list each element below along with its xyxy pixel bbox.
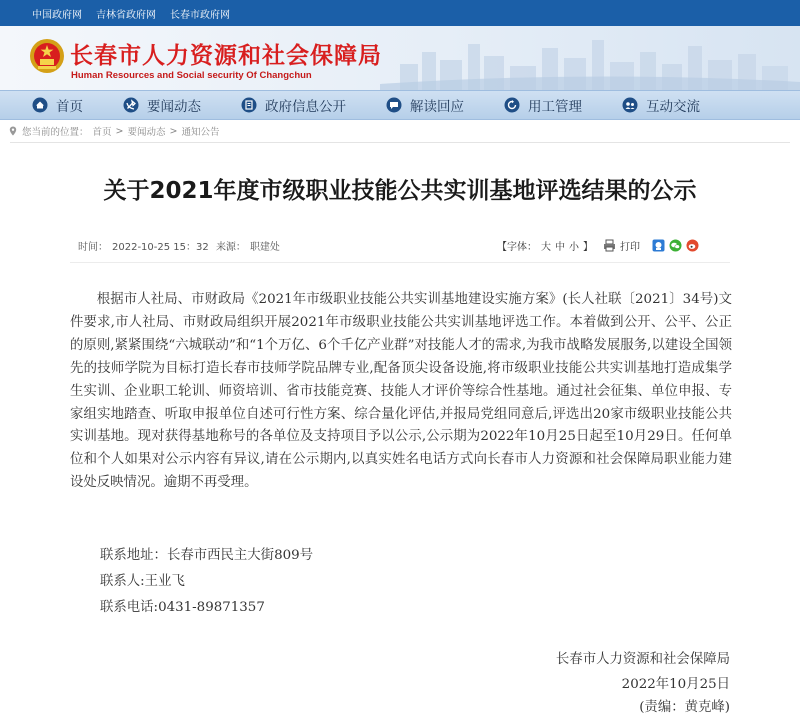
font-size-medium[interactable]: 中 [555,242,565,253]
article-source: 职建处 [249,242,280,253]
nav-label: 解读回应 [410,99,464,115]
site-title: 长春市人力资源和社会保障局 [70,43,382,69]
content-divider [10,142,790,143]
party-emblem-icon [123,97,139,113]
contact-phone: 联系电话:0431-89871357 [100,600,265,615]
weibo-share-icon[interactable] [686,239,699,252]
link-jilin-gov[interactable]: 吉林省政府网 [96,9,156,21]
font-size-large[interactable]: 大 [541,242,551,253]
signature-org: 长春市人力资源和社会保障局 [555,652,730,667]
article-title: 关于2021年度市级职业技能公共实训基地评选结果的公示 [103,178,697,204]
city-skyline-decoration [380,34,800,90]
publish-time: 2022-10-25 15：32 [112,242,209,253]
document-icon [241,97,257,113]
main-nav [0,90,800,120]
link-gov-cn[interactable]: 中国政府网 [32,9,82,21]
nav-label: 要闻动态 [147,99,201,115]
signature-date: 2022年10月25日 [621,677,730,692]
home-icon [32,97,48,113]
source-label: 来源： [215,242,246,253]
article-body: 根据市人社局、市财政局《2021年市级职业技能公共实训基地建设实施方案》(长人社联〔2021〕34号)文件要求,市人社局、市财政局组织开展2021年市级职业技能公共实训基地评选工作。本着做到公开、公平、公正的原则,紧紧围绕“六城联动”和“1个万亿、6个千亿产业群”对技能人才的需求,为我市战略发展服务,以建设全国领先的技师学院为目标打造长春市技师学院品牌专业,配备顶尖设备设施,将市级职业技能公共实训基地打造成集学生实训、企业职工轮训、师资培训、省市技能竞赛、技能人才评价等综合性基地。通过社会征集、单位申报、专家组实地踏查、听取申报单位自述可行性方案、综合量化评估,并报局党组同意后,评选出20家市级职业技能公共实训基地。现对获得基地称号的各单位及支持项目予以公示,公示期为2022年10月25日起至10月29日。任何单位和个人如果对公示内容有异议,请在公示期内,以真实姓名电话方式向长春市人力资源和社会保障局职业能力建设处反映情况。逾期不再受理。 [70,292,732,491]
nav-item-gov-info[interactable] [241,95,346,115]
wechat-share-icon[interactable] [669,239,682,252]
breadcrumb-sep: > [115,125,124,137]
font-size-close: 】 [583,242,593,253]
nav-label: 首页 [56,99,83,115]
article-meta [78,238,284,253]
print-icon[interactable] [603,239,616,252]
contact-person: 联系人:王业飞 [100,574,185,589]
nav-item-news[interactable] [123,95,201,115]
font-size-small[interactable]: 小 [569,242,579,253]
nav-item-interpretation[interactable] [386,95,464,115]
breadcrumb-news[interactable]: 要闻动态 [127,127,166,138]
breadcrumb [0,120,800,142]
nav-label: 互动交流 [646,99,700,115]
time-label: 时间： [78,242,108,253]
nav-item-home[interactable] [32,95,83,115]
nav-item-employment[interactable] [504,95,582,115]
refresh-icon [504,97,520,113]
breadcrumb-prefix: 您当前的位置： [22,127,89,138]
nav-label: 用工管理 [528,99,582,115]
breadcrumb-notice[interactable]: 通知公告 [181,127,220,138]
article-editor: (责编：黄克峰) [639,700,730,714]
article-tools [497,238,699,253]
site-subtitle: Human Resources and Social security Of Changchun [71,70,312,81]
print-button[interactable]: 打印 [620,242,640,253]
contact-address: 联系地址：长春市西民主大街809号 [100,548,314,563]
site-banner [0,26,800,90]
interaction-icon [622,97,638,113]
meta-divider [70,262,730,263]
link-changchun-gov[interactable]: 长春市政府网 [170,9,230,21]
breadcrumb-sep: > [169,125,178,137]
national-emblem-icon [28,36,66,76]
top-links-bar [0,0,800,26]
nav-item-interaction[interactable] [622,95,700,115]
qzone-share-icon[interactable] [652,239,665,252]
nav-label: 政府信息公开 [265,99,346,115]
location-pin-icon [8,126,18,136]
breadcrumb-home[interactable]: 首页 [92,127,112,138]
font-size-label: 【字体： [497,242,537,253]
chat-icon [386,97,402,113]
